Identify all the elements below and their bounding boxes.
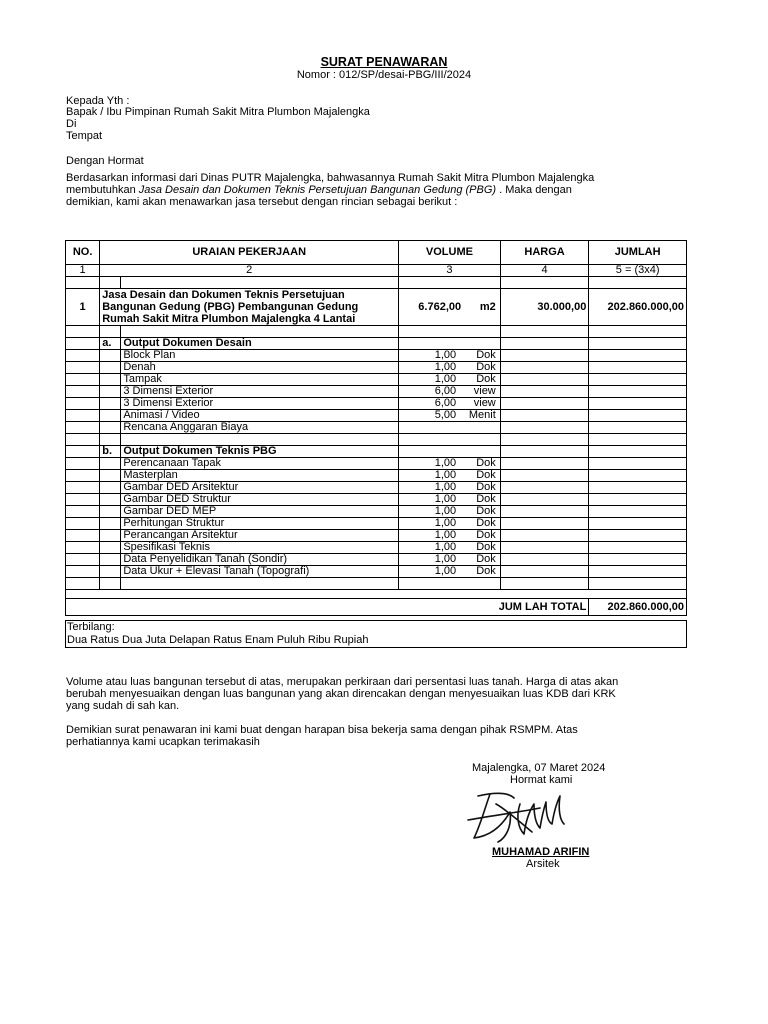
item-name: Perancangan Arsitektur xyxy=(121,530,399,542)
terbilang-box xyxy=(65,620,687,648)
salutation: Dengan Hormat xyxy=(66,155,144,167)
section-b-row xyxy=(66,446,687,458)
item-volume xyxy=(399,350,501,362)
item-qty: 6,00 xyxy=(434,397,457,409)
cost-table xyxy=(65,240,687,616)
colnum-4: 4 xyxy=(500,265,589,277)
item-unit: Dok xyxy=(476,349,496,361)
table-row xyxy=(66,566,687,578)
main-item-no: 1 xyxy=(66,289,100,326)
colnum-5: 5 = (3x4) xyxy=(589,265,687,277)
letter-title: SURAT PENAWARAN xyxy=(320,55,448,69)
item-volume xyxy=(399,458,501,470)
section-a-title: Output Dokumen Desain xyxy=(121,338,399,350)
total-label: JUM LAH TOTAL xyxy=(66,599,589,616)
table-row xyxy=(66,482,687,494)
item-name: 3 Dimensi Exterior xyxy=(121,398,399,410)
section-b-letter: b. xyxy=(100,446,121,458)
table-row xyxy=(66,422,687,434)
header-volume: VOLUME xyxy=(399,241,501,265)
colnum-1: 1 xyxy=(66,265,100,277)
item-name: Data Ukur + Elevasi Tanah (Topografi) xyxy=(121,566,399,578)
main-item-harga: 30.000,00 xyxy=(500,289,589,326)
item-unit: Dok xyxy=(476,517,496,529)
intro-line-2 xyxy=(66,184,572,196)
recipient-tempat: Tempat xyxy=(66,130,103,142)
note-p2-line-1: Demikian surat penawaran ini kami buat dengan harapan bisa bekerja sama dengan pihak RSMPM. Atas xyxy=(66,724,578,736)
intro-line-2-post: . Maka dengan xyxy=(496,184,572,196)
item-volume xyxy=(399,386,501,398)
table-row xyxy=(66,374,687,386)
item-volume xyxy=(399,422,501,434)
header-uraian: URAIAN PEKERJAAN xyxy=(100,241,399,265)
service-name: Jasa Desain dan Dokumen Teknis Persetujuan Bangunan Gedung (PBG) xyxy=(138,184,497,196)
item-qty: 1,00 xyxy=(434,349,457,361)
table-row xyxy=(66,506,687,518)
item-name: Gambar DED Struktur xyxy=(121,494,399,506)
item-unit: Dok xyxy=(476,529,496,541)
item-name: Masterplan xyxy=(121,470,399,482)
item-volume xyxy=(399,374,501,386)
item-qty: 1,00 xyxy=(434,553,457,565)
table-row xyxy=(66,398,687,410)
column-number-row xyxy=(66,265,687,277)
main-item-row xyxy=(66,289,687,326)
item-volume xyxy=(399,494,501,506)
table-row xyxy=(66,350,687,362)
item-qty: 1,00 xyxy=(434,505,457,517)
note-p1-line-1: Volume atau luas bangunan tersebut di atas, merupakan perkiraan dari persentasi luas tanah. Harga di atas akan xyxy=(66,676,619,688)
terbilang-label: Terbilang: xyxy=(67,621,115,633)
item-volume xyxy=(399,554,501,566)
item-name: Animasi / Video xyxy=(121,410,399,422)
closing: Hormat kami xyxy=(510,774,573,786)
recipient-name: Bapak / Ibu Pimpinan Rumah Sakit Mitra Plumbon Majalengka xyxy=(66,106,370,118)
table-row xyxy=(66,458,687,470)
item-volume xyxy=(399,506,501,518)
item-unit: Dok xyxy=(476,373,496,385)
item-unit: Dok xyxy=(476,481,496,493)
signer-name: MUHAMAD ARIFIN xyxy=(492,846,590,858)
table-row xyxy=(66,518,687,530)
item-unit: Dok xyxy=(476,361,496,373)
item-unit: Dok xyxy=(476,493,496,505)
item-volume xyxy=(399,482,501,494)
section-a-letter: a. xyxy=(100,338,121,350)
main-item-jumlah: 202.860.000,00 xyxy=(589,289,687,326)
letter-number: Nomor : 012/SP/desai-PBG/III/2024 xyxy=(296,69,472,81)
main-item-unit: m2 xyxy=(479,301,496,313)
item-unit: Dok xyxy=(476,541,496,553)
item-name: Tampak xyxy=(121,374,399,386)
main-item-line-2: Bangunan Gedung (PBG) Pembangunan Gedung xyxy=(102,301,359,313)
intro-line-2-pre: membutuhkan xyxy=(66,184,139,196)
spacer-row xyxy=(66,578,687,590)
item-volume xyxy=(399,542,501,554)
item-qty: 1,00 xyxy=(434,469,457,481)
item-name: Denah xyxy=(121,362,399,374)
item-qty: 1,00 xyxy=(434,517,457,529)
spacer-row xyxy=(66,277,687,289)
item-name: 3 Dimensi Exterior xyxy=(121,386,399,398)
signer-role: Arsitek xyxy=(526,858,560,870)
item-qty: 6,00 xyxy=(434,385,457,397)
item-volume xyxy=(399,398,501,410)
item-qty: 1,00 xyxy=(434,361,457,373)
item-qty: 1,00 xyxy=(434,541,457,553)
table-row xyxy=(66,410,687,422)
note-p2-line-2: perhatiannya kami ucapkan terimakasih xyxy=(66,736,260,748)
item-unit: Dok xyxy=(476,553,496,565)
main-item-line-1: Jasa Desain dan Dokumen Teknis Persetujuan xyxy=(102,289,345,301)
signature-scribble xyxy=(460,786,585,850)
item-name: Perencanaan Tapak xyxy=(121,458,399,470)
item-unit: Dok xyxy=(476,565,496,577)
item-volume xyxy=(399,470,501,482)
item-volume xyxy=(399,566,501,578)
spacer-row xyxy=(66,326,687,338)
table-row xyxy=(66,470,687,482)
colnum-3: 3 xyxy=(399,265,501,277)
header-jumlah: JUMLAH xyxy=(589,241,687,265)
item-volume xyxy=(399,518,501,530)
main-item-volume xyxy=(399,289,501,326)
item-unit: view xyxy=(473,397,496,409)
recipient-kepada: Kepada Yth : xyxy=(66,95,130,107)
colnum-2: 2 xyxy=(100,265,399,277)
spacer-row xyxy=(66,590,687,599)
header-no: NO. xyxy=(66,241,100,265)
terbilang-value: Dua Ratus Dua Juta Delapan Ratus Enam Puluh Ribu Rupiah xyxy=(67,634,369,646)
item-unit: Dok xyxy=(476,505,496,517)
item-unit: Dok xyxy=(476,469,496,481)
table-row xyxy=(66,494,687,506)
spacer-row xyxy=(66,434,687,446)
intro-line-1: Berdasarkan informasi dari Dinas PUTR Majalengka, bahwasannya Rumah Sakit Mitra Plumbon Majalengka xyxy=(66,172,595,184)
item-name: Spesifikasi Teknis xyxy=(121,542,399,554)
section-a-row xyxy=(66,338,687,350)
item-qty: 5,00 xyxy=(434,409,457,421)
header-harga: HARGA xyxy=(500,241,589,265)
table-row xyxy=(66,554,687,566)
main-item-line-3: Rumah Sakit Mitra Plumbon Majalengka 4 Lantai xyxy=(102,313,356,325)
recipient-di: Di xyxy=(66,118,77,130)
item-qty: 1,00 xyxy=(434,529,457,541)
item-qty: 1,00 xyxy=(434,373,457,385)
intro-line-3: demikian, kami akan menawarkan jasa tersebut dengan rincian sebagai berikut : xyxy=(66,196,458,208)
item-unit: view xyxy=(473,385,496,397)
item-volume xyxy=(399,362,501,374)
table-row xyxy=(66,530,687,542)
table-header-row xyxy=(66,241,687,265)
item-qty: 1,00 xyxy=(434,457,457,469)
table-row xyxy=(66,362,687,374)
item-name: Data Penyelidikan Tanah (Sondir) xyxy=(121,554,399,566)
item-qty: 1,00 xyxy=(434,481,457,493)
item-unit: Dok xyxy=(476,457,496,469)
place-date: Majalengka, 07 Maret 2024 xyxy=(472,762,606,774)
table-row xyxy=(66,386,687,398)
item-name: Gambar DED MEP xyxy=(121,506,399,518)
item-name: Rencana Anggaran Biaya xyxy=(121,422,399,434)
main-item-qty: 6.762,00 xyxy=(418,301,462,313)
item-name: Gambar DED Arsitektur xyxy=(121,482,399,494)
item-name: Block Plan xyxy=(121,350,399,362)
total-value: 202.860.000,00 xyxy=(589,599,687,616)
note-p1-line-3: yang sudah di sah kan. xyxy=(66,700,180,712)
section-b-title: Output Dokumen Teknis PBG xyxy=(121,446,399,458)
item-name: Perhitungan Struktur xyxy=(121,518,399,530)
total-row xyxy=(66,599,687,616)
item-qty: 1,00 xyxy=(434,565,457,577)
item-volume xyxy=(399,530,501,542)
note-p1-line-2: berubah menyesuaikan dengan luas bangunan yang akan direncakan dengan menyesuaikan luas KDB dari KRK xyxy=(66,688,616,700)
item-qty: 1,00 xyxy=(434,493,457,505)
table-row xyxy=(66,542,687,554)
item-volume xyxy=(399,410,501,422)
main-item-description xyxy=(100,289,399,326)
item-unit: Menit xyxy=(468,409,496,421)
